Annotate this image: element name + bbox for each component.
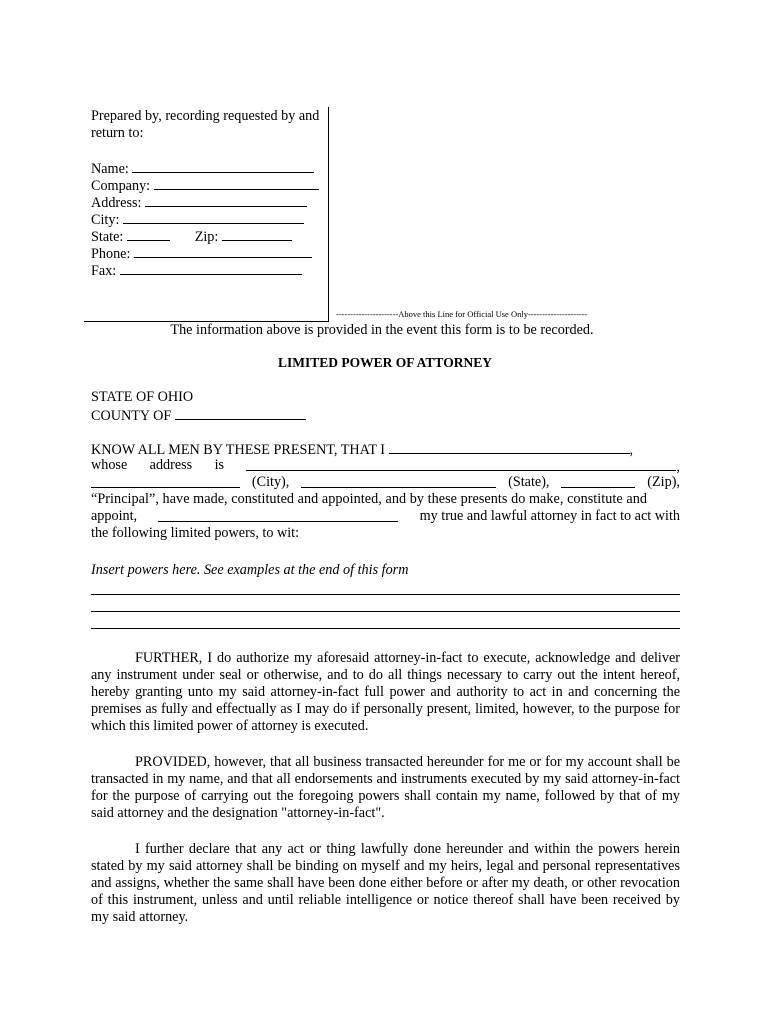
city-label: City: [91, 212, 120, 228]
zip-field[interactable] [222, 227, 292, 241]
county-label: COUNTY OF [91, 408, 172, 424]
fax-field[interactable] [120, 261, 302, 275]
principal-address-field[interactable] [246, 457, 676, 471]
is-text: is [214, 457, 225, 473]
recording-info [91, 108, 323, 278]
company-label: Company: [91, 178, 151, 194]
limited-powers-text: the following limited powers, to wit: [91, 525, 300, 541]
attorney-name-field[interactable] [158, 508, 398, 522]
powers-hint: Insert powers here. See examples at the end of this form [91, 562, 409, 578]
county-line [91, 406, 306, 425]
principal-state-field[interactable] [301, 474, 496, 488]
phone-field[interactable] [134, 244, 312, 258]
powers-line-2[interactable] [91, 611, 680, 612]
address-label: Address: [91, 195, 142, 211]
appoint-rest-text: my true and lawful attorney in fact to act with [419, 508, 680, 524]
name-label: Name: [91, 161, 129, 177]
state-line: STATE OF OHIO [91, 389, 194, 405]
powers-line-3[interactable] [91, 628, 680, 629]
principal-clause: “Principal”, have made, constituted and appointed, and by these presents do make, constitute and [91, 491, 647, 507]
declare-paragraph: I further declare that any act or thing lawfully done hereunder and within the powers herein stated by my said attorney shall be binding on myself and my heirs, legal and personal representatives and assigns, whether the same shall have been done either before or after my death, or other revocation of this instrument, unless and until reliable intelligence or notice thereof shall have been received by my said attorney. [91, 841, 680, 925]
principal-zip-field[interactable] [561, 474, 635, 488]
know-all-text: KNOW ALL MEN BY THESE PRESENT, THAT I [91, 442, 385, 458]
principal-name-field[interactable] [389, 440, 630, 454]
further-paragraph: FURTHER, I do authorize my aforesaid attorney-in-fact to execute, acknowledge and deliver any instrument under seal or otherwise, and to do all things necessary to carry out the intent hereof, hereby granting unto my said attorney-in-fact full power and authority to act in and concerning the premises as fully and effectually as I may do if personally present, limited, however, to the purpose for which this limited power of attorney is executed. [91, 650, 680, 734]
city-field[interactable] [123, 210, 304, 224]
city-text: (City), [251, 474, 290, 490]
recording-note: The information above is provided in the event this form is to be recorded. [170, 322, 594, 338]
county-field[interactable] [175, 406, 306, 420]
return-to-text: return to: [91, 125, 144, 141]
zip-text: (Zip), [647, 474, 680, 490]
state-label: State: [91, 229, 124, 245]
state-field[interactable] [127, 227, 170, 241]
principal-paragraph: KNOW ALL MEN BY THESE PRESENT, THAT I , whose address is , (City), (State), (Zip), “Principal”, have made, constituted and appointed, and by these presents do make, constitute and appoint, my true and lawful attorney in fact to act with the following limited powers, to wit: [91, 442, 680, 541]
state-text: (State), [508, 474, 550, 490]
provided-paragraph: PROVIDED, however, that all business transacted hereunder for me or for my account shall be transacted in my name, and that all endorsements and instruments executed by my said attorney-in-fact for the purpose of carrying out the foregoing powers shall contain my name, followed by that of my said attorney and the designation "attorney-in-fact". [91, 754, 680, 821]
company-field[interactable] [154, 176, 319, 190]
whose-text: whose [91, 457, 128, 473]
powers-line-1[interactable] [91, 594, 680, 595]
appoint-text: appoint, [91, 508, 138, 524]
phone-label: Phone: [91, 246, 131, 262]
zip-label: Zip: [194, 229, 219, 245]
address-text: address [149, 457, 193, 473]
prepared-by-text: Prepared by, recording requested by and [91, 108, 320, 124]
document-title: LIMITED POWER OF ATTORNEY [278, 355, 492, 370]
name-field[interactable] [132, 159, 314, 173]
fax-label: Fax: [91, 263, 117, 279]
official-use-line: ----------------------Above this Line for Official Use Only--------------------- [336, 309, 588, 319]
address-field[interactable] [145, 193, 307, 207]
principal-city-field[interactable] [91, 474, 240, 488]
